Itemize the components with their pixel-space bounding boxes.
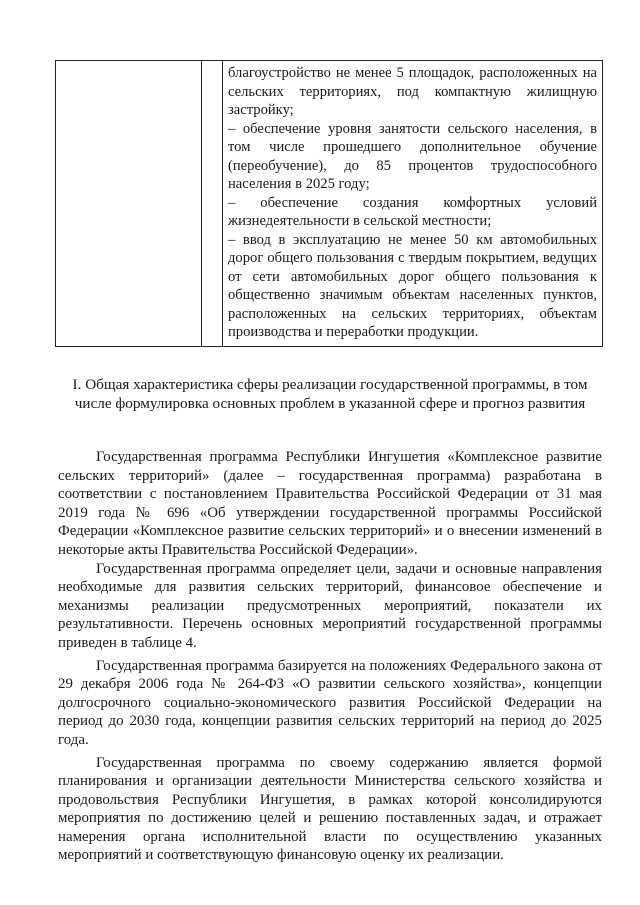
table-cell-empty-left	[56, 61, 202, 347]
paragraph: Государственная программа базируется на положениях Федерального закона от 29 декабря 2006 года № 264-ФЗ «О развитии сельского хозяйства», концепции долгосрочного социально-экономического развития Российской Федерации на период до 2030 года, концепции развития сельских территорий на период до 2025 года.	[58, 657, 602, 748]
paragraph: Государственная программа определяет цели, задачи и основные направления необходимые для развития сельских территорий, финансовое обеспечение и механизмы реализации предусмотренных мероприятий, показатели их результативности. Перечень основных мероприятий государственной программы приведен в таблице 4.	[58, 560, 602, 651]
table-cell-line: – обеспечение уровня занятости сельского населения, в том числе прошедшего дополнительное обучение (переобучение), до 85 процентов трудоспособного населения в 2025 году;	[228, 120, 597, 192]
table-cell-line: – обеспечение создания комфортных условий жизнедеятельности в сельской местности;	[228, 194, 597, 229]
table-cell-results	[223, 61, 603, 347]
table-cell-text	[223, 61, 602, 342]
body-text	[58, 448, 602, 865]
table-cell-line: благоустройство не менее 5 площадок, расположенных на сельских территориях, под компактную жилищную застройку;	[228, 65, 597, 118]
table-cell-empty-middle	[202, 61, 223, 347]
continuation-table	[55, 60, 603, 347]
table-row	[56, 61, 603, 347]
paragraph: Государственная программа по своему содержанию является формой планирования и организации деятельности Министерства сельского хозяйства и продовольствия Республики Ингушетия, в рамках которой консолидируются мероприятия по достижению целей и решению поставленных задач, и отражает намерения органа исполнительной власти по осуществлению указанных мероприятий и соответствующую финансовую оценку их реализации.	[58, 754, 602, 864]
table-cell-line: – ввод в эксплуатацию не менее 50 км автомобильных дорог общего пользования с твердым покрытием, ведущих от сети автомобильных дорог общего пользования к общественно значимым объектам населенных пунктов, расположенных на сельских территориях, объектам производства и переработки продукции.	[228, 231, 597, 340]
paragraph: Государственная программа Республики Ингушетия «Комплексное развитие сельских территорий» (далее – государственная программа) разработана в соответствии с постановлением Правительства Российской Федерации от 31 мая 2019 года № 696 «Об утверждении государственной программы Российской Федерации «Комплексное развитие сельских территорий» и о внесении изменений в некоторые акты Правительства Российской Федерации».	[58, 449, 602, 558]
section-heading-text: I. Общая характеристика сферы реализации государственной программы, в том числе формулировка основных проблем в указанной сфере и прогноз развития	[72, 376, 588, 412]
section-heading	[70, 376, 590, 413]
